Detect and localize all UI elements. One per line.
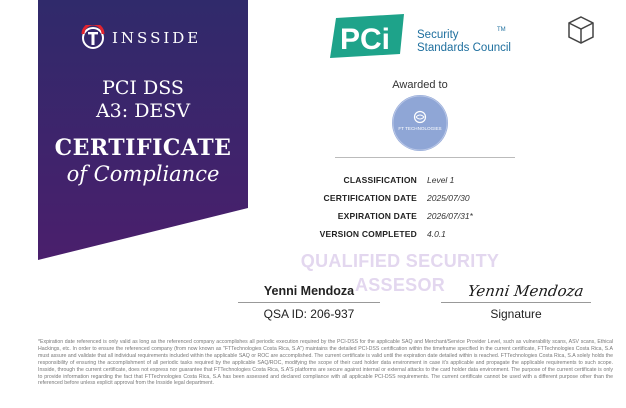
qsa-id: QSA ID: 206-937 (263, 307, 355, 321)
insside-logo-icon (80, 25, 106, 51)
detail-value: 2026/07/31* (427, 211, 473, 221)
brand-name: INSSIDE (112, 29, 202, 47)
awarded-to-label: Awarded to (392, 79, 448, 91)
name-underline (238, 302, 380, 303)
detail-label: VERSION COMPLETED (319, 229, 417, 239)
handwritten-signature (466, 276, 586, 304)
pci-logo-icon (330, 14, 408, 58)
divider (335, 157, 515, 158)
pci-name-line2: Standards Council (417, 42, 511, 54)
detail-value: 4.0.1 (427, 229, 446, 239)
detail-label: CERTIFICATION DATE (323, 193, 417, 203)
detail-label: EXPIRATION DATE (337, 211, 417, 221)
watermark-line1: QUALIFIED SECURITY (300, 251, 500, 271)
signature-label: Signature (490, 307, 542, 321)
certificate-banner (38, 0, 248, 260)
cube-icon (567, 15, 595, 45)
pci-council-name (417, 29, 511, 55)
banner-title-line1: PCI DSS (102, 77, 184, 99)
banner-title-line2: A3: DESV (95, 100, 191, 122)
detail-value: 2025/07/30 (427, 193, 470, 203)
assessor-name: Yenni Mendoza (263, 284, 355, 298)
signature-underline (441, 302, 591, 303)
company-logo (391, 94, 449, 152)
pci-logo-text: PCi (340, 23, 391, 56)
assessor-name-block (246, 284, 372, 298)
legal-footnote: *Expiration date referenced is only valid as long as the referenced company accomplishes all periodic execution required by the PCI-DSS for the applicable SAQ and Merchant/Service Provider Level, such as vulnerability scans, ASV scans, Ethical Hackings, etc. In order to ensure the referenced company (from now known as "FTTechnologies Costa Rica, S.A") maintains the detailed PCI-DSS certification within the timeframe specified in the current certificate, FTTechnologies Costa Rica, S.A must assure and validate that all individual requirements included within the applicable SAQ or ROC are accomplished. The current certificate is valid until the expiration date detailed within is reached. FTTechnologies Costa Rica, S.A solely holds the responsibility of ensuring the accomplishment of all periodic tasks required by the applicable SAQ/ROC, modifying the scope of their card holder data environment in case it's applicable and propagate the applicable requirements to such scope. Insside, through the current certificate, does not express nor guarantee that FTTechnologies Costa Rica, S.A'S platforms are secure against internal or external attacks to the card holder data environment. The purpose of the current certificate is only to provide information regarding the fact that FTTechnologies Costa Rica, S.A has been assessed and declared compliance with all applicable PCI-DSS requirements. The current certificate cannot be used with a different purpose other than the referenced before unless explicit approval from the Insside legal department. (38, 339, 613, 387)
signature-text: Yenni Mendoza (466, 282, 585, 300)
banner-certificate-heading: CERTIFICATE (54, 135, 232, 161)
detail-value: Level 1 (427, 175, 455, 185)
pci-name-line1: Security (417, 29, 459, 41)
detail-label: CLASSIFICATION (343, 175, 417, 185)
watermark-line2: ASSESOR (354, 275, 446, 295)
company-name: FT TECHNOLOGIES (398, 126, 442, 131)
trademark-mark: TM (497, 27, 506, 33)
banner-certificate-subheading: of Compliance (66, 162, 220, 186)
insside-brand (80, 24, 230, 52)
